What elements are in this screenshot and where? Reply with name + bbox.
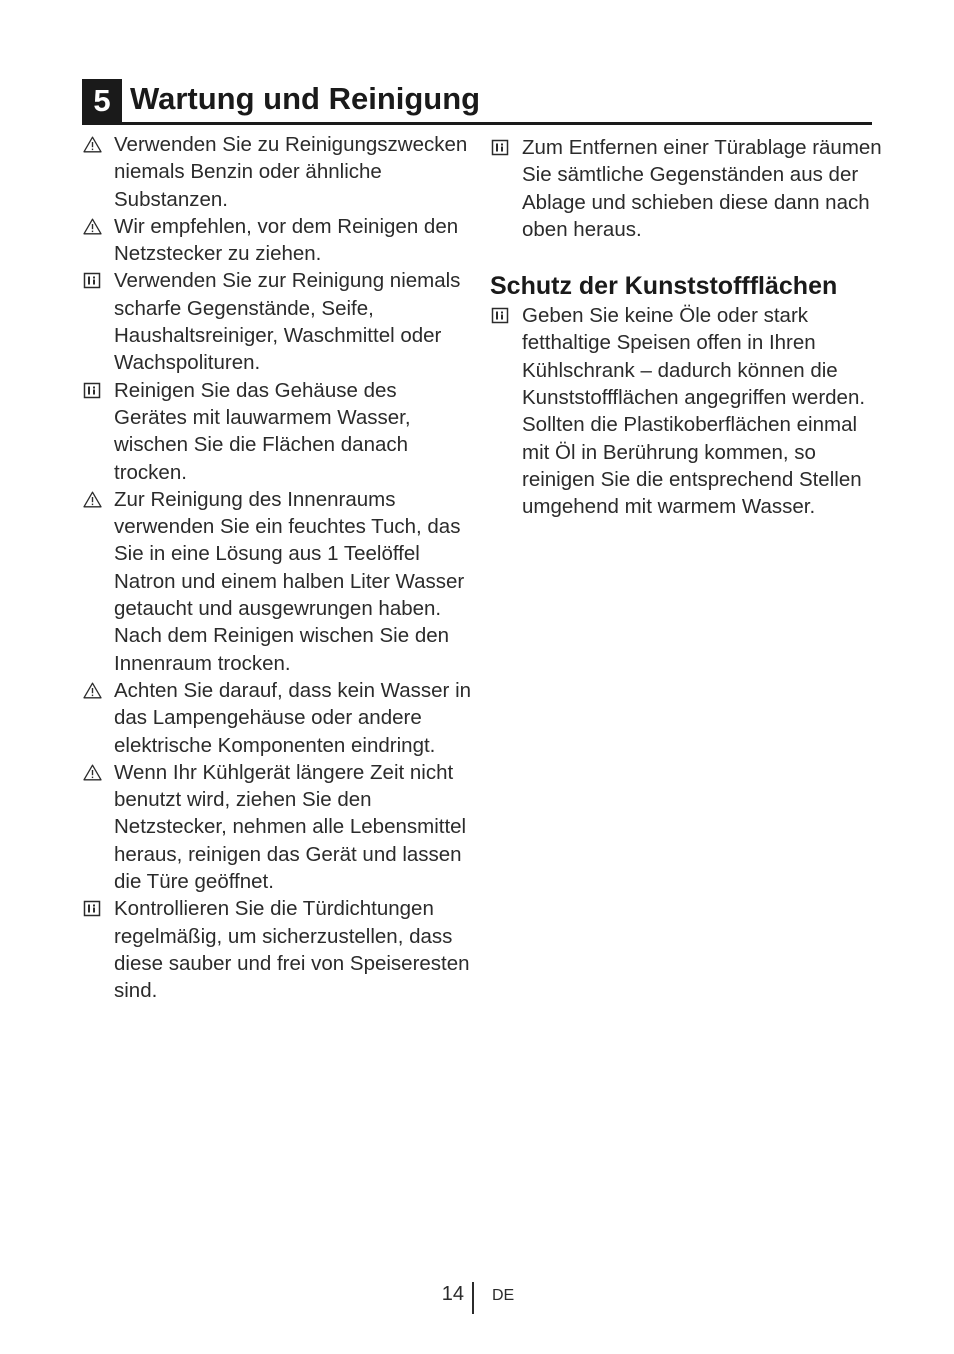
subheading-kunststoffflaechen: Schutz der Kunststoffflächen bbox=[490, 272, 838, 301]
list-item bbox=[82, 213, 474, 268]
list-item bbox=[82, 267, 474, 376]
list-item bbox=[82, 677, 474, 759]
page-number: 14 bbox=[441, 1283, 464, 1305]
section-header bbox=[82, 76, 872, 125]
warning-icon bbox=[83, 218, 102, 235]
list-item-text: Zur Reinigung des Innenraums verwenden Sie ein feuchtes Tuch, das Sie in eine Lösung aus 1 Teelöffel Natron und einem halben Liter Wasser getaucht und ausgewrungen haben. Nach dem Reinigen wischen Sie den Innenraum trocken. bbox=[114, 487, 465, 675]
list-item bbox=[490, 302, 882, 520]
list-item-text: Wenn Ihr Kühlgerät längere Zeit nicht benutzt wird, ziehen Sie den Netzstecker, nehmen alle Lebensmittel heraus, reinigen das Gerät und lassen die Türe geöffnet. bbox=[114, 760, 467, 894]
list-item-text: Verwenden Sie zur Reinigung niemals scharfe Gegenstände, Seife, Haushaltsreiniger, Waschmittel oder Wachspolituren. bbox=[114, 269, 461, 375]
section-title: Wartung und Reinigung bbox=[130, 81, 481, 116]
language-code: DE bbox=[492, 1287, 515, 1304]
list-item-text: Achten Sie darauf, dass kein Wasser in das Lampengehäuse oder andere elektrische Komponenten eindringt. bbox=[114, 678, 472, 757]
list-item bbox=[82, 131, 474, 213]
section-number: 5 bbox=[82, 79, 122, 122]
footer-divider bbox=[472, 1282, 474, 1314]
warning-icon bbox=[83, 682, 102, 699]
info-icon bbox=[491, 307, 510, 324]
warning-icon bbox=[83, 764, 102, 781]
warning-icon bbox=[83, 491, 102, 508]
list-item-text: Zum Entfernen einer Türablage räumen Sie sämtliche Gegenständen aus der Ablage und schieben diese dann nach oben heraus. bbox=[522, 136, 882, 241]
list-item bbox=[490, 134, 882, 243]
list-item bbox=[82, 377, 474, 486]
list-item-text: Wir empfehlen, vor dem Reinigen den Netzstecker zu ziehen. bbox=[114, 214, 459, 266]
info-icon bbox=[83, 900, 102, 917]
list-item-text: Geben Sie keine Öle oder stark fetthaltige Speisen offen in Ihren Kühlschrank – dadurch können die Kunststoffflächen angegriffen werden. Sollten die Plastikoberflächen einmal mit Öl in Berührung kommen, so reinigen Sie die entsprechend Stellen umgehend mit warmem Wasser. bbox=[522, 304, 866, 519]
list-item bbox=[82, 895, 474, 1004]
warning-icon bbox=[83, 136, 102, 153]
right-column bbox=[490, 134, 882, 521]
info-icon bbox=[83, 272, 102, 289]
list-item bbox=[82, 486, 474, 677]
list-item-text: Verwenden Sie zu Reinigungszwecken niemals Benzin oder ähnliche Substanzen. bbox=[114, 133, 468, 211]
info-icon bbox=[83, 382, 102, 399]
info-icon bbox=[491, 139, 510, 156]
list-item-text: Reinigen Sie das Gehäuse des Gerätes mit lauwarmem Wasser, wischen Sie die Flächen danach trocken. bbox=[114, 378, 411, 484]
left-column bbox=[82, 131, 474, 1005]
list-item-text: Kontrollieren Sie die Türdichtungen regelmäßig, um sicherzustellen, dass diese sauber und frei von Speiseresten sind. bbox=[114, 897, 470, 1003]
list-item bbox=[82, 759, 474, 895]
